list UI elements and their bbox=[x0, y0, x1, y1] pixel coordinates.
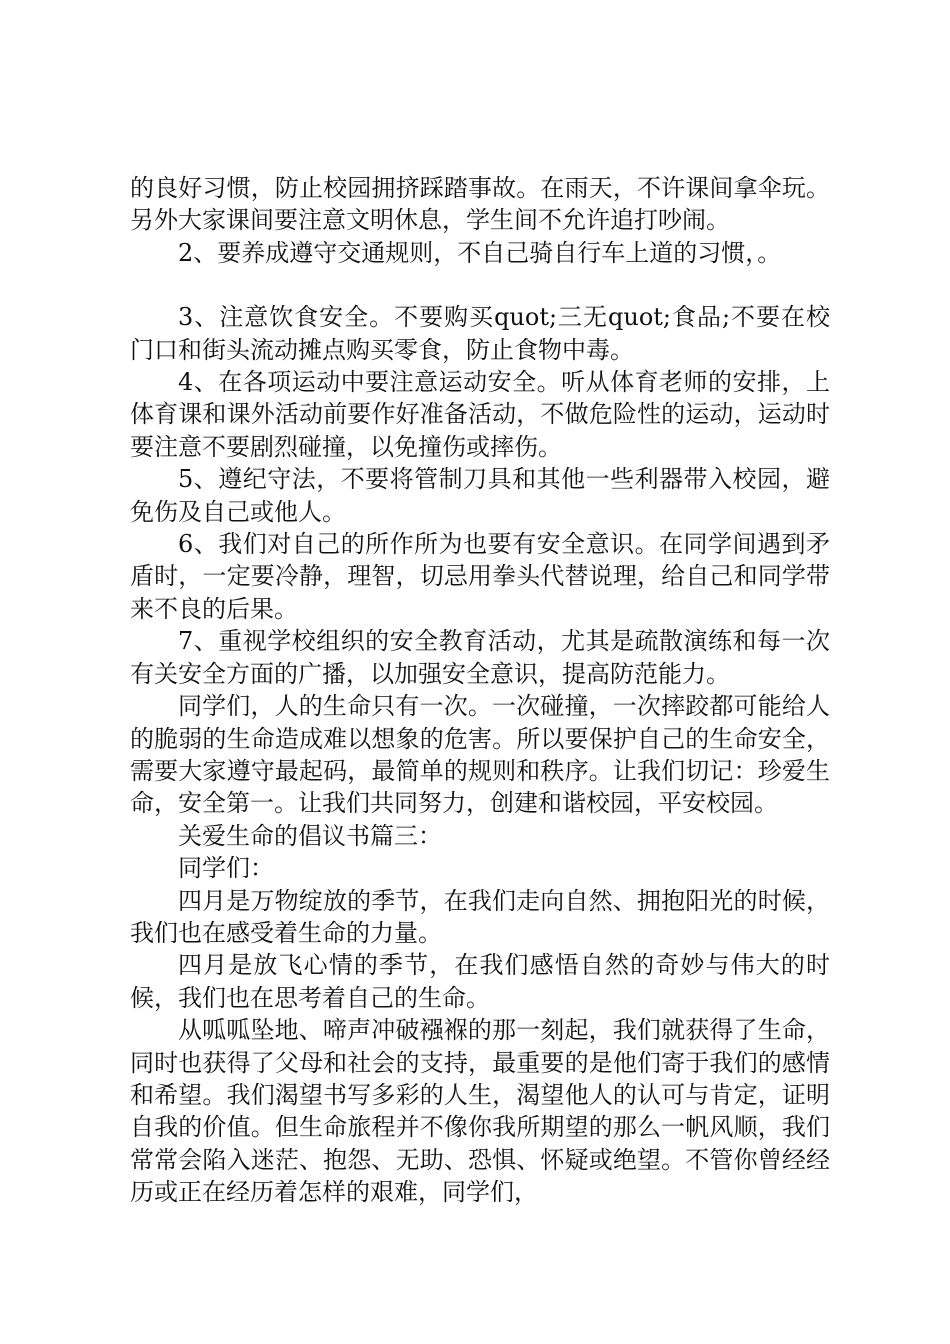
paragraph-item-2: 2、要养成遵守交通规则，不自己骑自行车上道的习惯，。 bbox=[178, 238, 782, 267]
paragraph-life: 从呱呱坠地、啼声冲破襁褓的那一刻起，我们就获得了生命，同时也获得了父母和社会的支持，最重要的是他们寄于我们的感情和希望。我们渴望书写多彩的人生，渴望他人的认可与肯定，证明自我的价值。但生命旅程并不像你我所期望的那么一帆风顺，我们常常会陷入迷茫、抱怨、无助、恐惧、怀疑或绝望。不管你曾经经历或正在经历着怎样的艰难，同学们， bbox=[130, 1016, 830, 1207]
paragraph-item-4: 4、在各项运动中要注意运动安全。听从体育老师的安排，上体育课和课外活动前要作好准备活动，不做危险性的运动，运动时要注意不要剧烈碰撞，以免撞伤或摔伤。 bbox=[130, 368, 830, 461]
paragraph-item-7: 7、重视学校组织的安全教育活动，尤其是疏散演练和每一次有关安全方面的广播，以加强安全意识，提高防范能力。 bbox=[130, 627, 830, 688]
paragraph-continuation: 的良好习惯，防止校园拥挤踩踏事故。在雨天，不许课间拿伞玩。另外大家课间要注意文明休息，学生间不允许追打吵闹。 bbox=[130, 174, 830, 235]
paragraph-april-2: 四月是放飞心情的季节，在我们感悟自然的奇妙与伟大的时候，我们也在思考着自己的生命。 bbox=[130, 951, 830, 1012]
paragraph-april-1: 四月是万物绽放的季节，在我们走向自然、拥抱阳光的时候，我们也在感受着生命的力量。 bbox=[130, 886, 830, 947]
document-body bbox=[130, 172, 830, 1209]
paragraph-item-3: 3、注意饮食安全。不要购买quot;三无quot;食品;不要在校门口和街头流动摊点购买零食，防止食物中毒。 bbox=[130, 303, 830, 364]
salutation: 同学们： bbox=[178, 854, 274, 883]
paragraph-item-6: 6、我们对自己的所作所为也要有安全意识。在同学间遇到矛盾时，一定要冷静，理智，切忌用拳头代替说理，给自己和同学带来不良的后果。 bbox=[130, 530, 830, 623]
section-heading: 关爱生命的倡议书篇三： bbox=[178, 821, 442, 850]
paragraph-item-5: 5、遵纪守法，不要将管制刀具和其他一些利器带入校园，避免伤及自己或他人。 bbox=[130, 465, 830, 526]
paragraph-closing: 同学们，人的生命只有一次。一次碰撞，一次摔跤都可能给人的脆弱的生命造成难以想象的危害。所以要保护自己的生命安全，需要大家遵守最起码，最简单的规则和秩序。让我们切记：珍爱生命，安全第一。让我们共同努力，创建和谐校园，平安校园。 bbox=[130, 692, 830, 818]
